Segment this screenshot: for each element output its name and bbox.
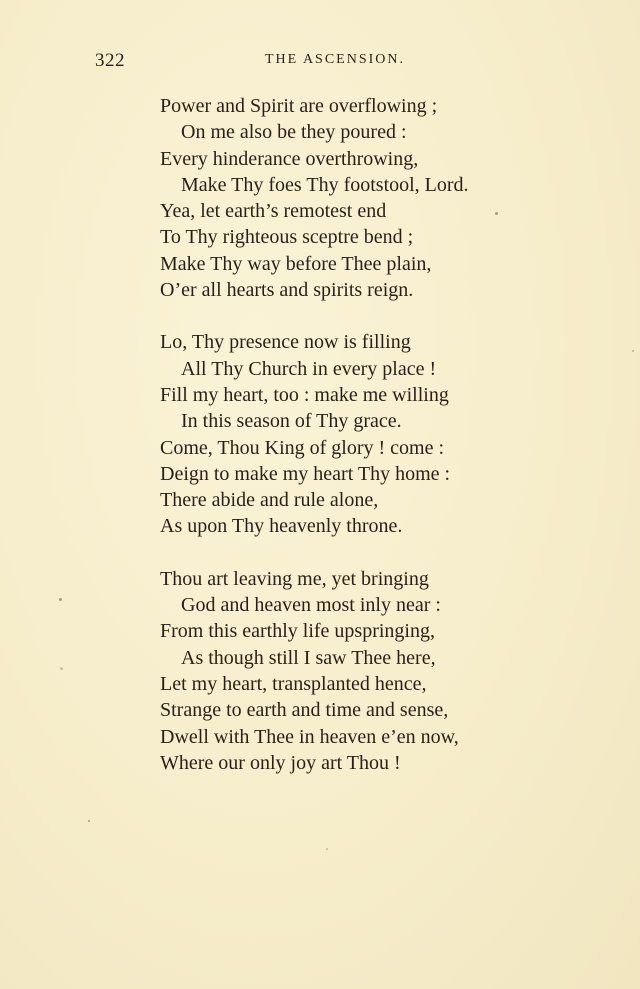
verse-line: Power and Spirit are overflowing ; (160, 95, 438, 117)
verse-line: Where our only joy art Thou ! (160, 751, 401, 774)
verse-line: Lo, Thy presence now is filling (160, 331, 411, 354)
verse-line: All Thy Church in every place ! (181, 357, 437, 380)
verse-line: From this earthly life upspringing, (160, 620, 435, 643)
verse-line: Let my heart, transplanted hence, (160, 672, 427, 695)
verse-line: Thou art leaving me, yet bringing (160, 567, 429, 590)
paper-speck (495, 212, 498, 215)
running-head (95, 50, 515, 72)
verse-line: O’er all hearts and spirits reign. (160, 279, 414, 302)
verse-line: In this season of Thy grace. (181, 410, 402, 433)
verse-line: To Thy righteous sceptre bend ; (160, 226, 414, 249)
verse-line: God and heaven most inly near : (181, 594, 441, 617)
page-heading: THE ASCENSION. (265, 52, 406, 67)
verse-line: As upon Thy heavenly throne. (160, 515, 403, 538)
verse-line: Strange to earth and time and sense, (160, 699, 449, 722)
verse-line: Fill my heart, too : make me willing (160, 383, 449, 406)
verse-line: Every hinderance overthrowing, (160, 147, 419, 170)
stanza-3 (0, 566, 640, 776)
paper-speck (632, 350, 634, 352)
stanza-1 (0, 93, 640, 303)
verse-line: Yea, let earth’s remotest end (160, 200, 387, 223)
stanza-2 (0, 329, 640, 539)
verse-line: As though still I saw Thee here, (181, 646, 436, 669)
paper-speck (326, 848, 328, 850)
paper-speck (88, 820, 90, 822)
paper-speck (60, 667, 63, 670)
hymn-text (0, 93, 640, 802)
verse-line: On me also be they poured : (181, 121, 407, 144)
verse-line: Deign to make my heart Thy home : (160, 462, 451, 485)
verse-line: Make Thy way before Thee plain, (160, 252, 432, 275)
page-number: 322 (95, 50, 125, 71)
paper-speck (59, 598, 62, 601)
verse-line: Make Thy foes Thy footstool, Lord. (181, 173, 469, 196)
verse-line: There abide and rule alone, (160, 489, 379, 512)
verse-line: Come, Thou King of glory ! come : (160, 436, 445, 459)
verse-line: Dwell with Thee in heaven e’en now, (160, 725, 459, 748)
